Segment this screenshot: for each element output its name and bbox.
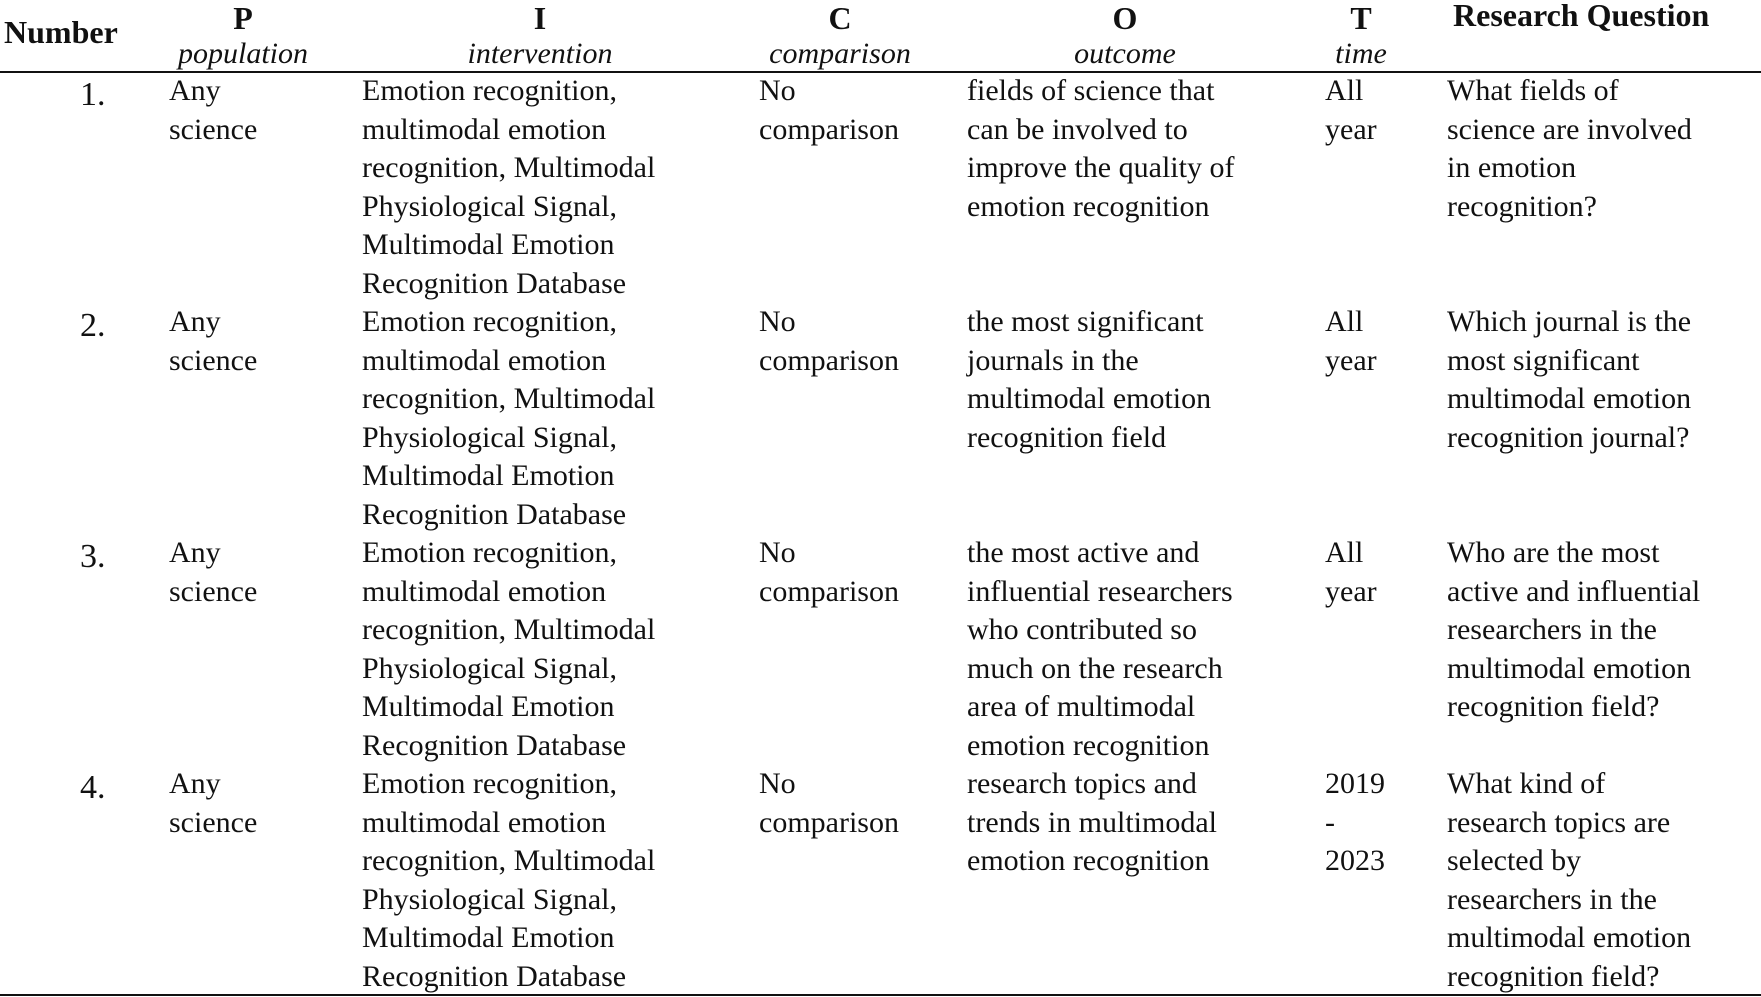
cell-line: Recognition Database (362, 266, 627, 300)
cell-line: science (169, 805, 258, 839)
cell-line: multimodal emotion (1447, 382, 1692, 416)
comparison-cell (759, 765, 899, 842)
cell-line: area of multimodal (967, 690, 1196, 724)
cell-line: science (169, 112, 258, 146)
cell-line: Physiological Signal, (362, 189, 617, 223)
cell-line: Physiological Signal, (362, 651, 617, 685)
question-cell (1447, 534, 1700, 727)
header-outcome (1040, 0, 1210, 72)
cell-line: Which journal is the (1447, 305, 1692, 338)
cell-line: No (759, 536, 796, 569)
time-cell (1325, 303, 1377, 380)
cell-line: most significant (1447, 343, 1640, 377)
header-p-letter: P (233, 0, 253, 36)
cell-line: All (1325, 536, 1364, 569)
header-time (1316, 0, 1406, 72)
cell-line: recognition, Multimodal (362, 151, 656, 185)
cell-line: emotion recognition (967, 844, 1210, 878)
time-cell (1325, 765, 1385, 881)
header-t-sub: time (1335, 37, 1387, 70)
cell-line: trends in multimodal (967, 805, 1217, 839)
header-c-letter: C (828, 0, 852, 36)
cell-line: Any (169, 767, 221, 800)
cell-line: Multimodal Emotion (362, 921, 615, 955)
comparison-cell (759, 303, 899, 380)
cell-line: much on the research (967, 651, 1223, 685)
intervention-cell (362, 72, 655, 304)
cell-line: year (1325, 574, 1377, 608)
cell-line: No (759, 74, 796, 107)
cell-line: science (169, 574, 258, 608)
cell-line: multimodal emotion (362, 343, 607, 377)
cell-line: who contributed so (967, 613, 1197, 647)
header-o-letter: O (1112, 0, 1138, 36)
cell-line: - (1325, 805, 1335, 839)
cell-line: in emotion (1447, 151, 1577, 185)
cell-line: comparison (759, 805, 899, 839)
cell-line: recognition? (1447, 189, 1597, 223)
cell-line: 2023 (1325, 844, 1385, 878)
cell-line: 2019 (1325, 767, 1385, 800)
comparison-cell (759, 534, 899, 611)
cell-line: the most significant (967, 305, 1204, 338)
bottom-rule (0, 994, 1761, 996)
cell-line: Any (169, 536, 221, 569)
cell-line: Physiological Signal, (362, 882, 617, 916)
cell-line: What fields of (1447, 74, 1619, 107)
header-o-sub: outcome (1074, 37, 1176, 70)
time-cell (1325, 534, 1377, 611)
cell-line: All (1325, 74, 1364, 107)
cell-line: All (1325, 305, 1364, 338)
cell-line: Emotion recognition, (362, 767, 617, 800)
cell-line: What kind of (1447, 767, 1606, 800)
intervention-cell (362, 303, 655, 535)
cell-line: can be involved to (967, 112, 1188, 146)
cell-line: Any (169, 305, 221, 338)
row-number: 1. (80, 76, 106, 113)
cell-line: the most active and (967, 536, 1200, 569)
header-i-sub: intervention (467, 37, 613, 70)
cell-line: Recognition Database (362, 497, 627, 531)
cell-line: Multimodal Emotion (362, 228, 615, 262)
row-number: 3. (80, 538, 106, 575)
row-number: 4. (80, 769, 106, 806)
cell-line: year (1325, 343, 1377, 377)
header-intervention (440, 0, 640, 72)
cell-line: science are involved (1447, 112, 1692, 146)
cell-line: emotion recognition (967, 189, 1210, 223)
cell-line: recognition field (967, 420, 1167, 454)
cell-line: comparison (759, 112, 899, 146)
cell-line: science (169, 343, 258, 377)
cell-line: improve the quality of (967, 151, 1235, 185)
time-cell (1325, 72, 1377, 149)
cell-line: Emotion recognition, (362, 74, 617, 107)
cell-line: comparison (759, 343, 899, 377)
cell-line: researchers in the (1447, 882, 1657, 916)
population-cell (169, 765, 257, 842)
cell-line: active and influential (1447, 574, 1701, 608)
cell-line: multimodal emotion (362, 574, 607, 608)
cell-line: multimodal emotion (1447, 651, 1692, 685)
cell-line: recognition, Multimodal (362, 613, 656, 647)
cell-line: year (1325, 112, 1377, 146)
cell-line: recognition field? (1447, 959, 1660, 993)
cell-line: influential researchers (967, 574, 1233, 608)
cell-line: fields of science that (967, 74, 1215, 107)
header-research-question: Research Question (1453, 0, 1710, 33)
cell-line: research topics and (967, 767, 1197, 800)
population-cell (169, 534, 257, 611)
cell-line: Multimodal Emotion (362, 459, 615, 493)
cell-line: multimodal emotion (1447, 921, 1692, 955)
cell-line: Physiological Signal, (362, 420, 617, 454)
header-comparison (750, 0, 930, 72)
header-t-letter: T (1350, 0, 1372, 36)
header-i-letter: I (533, 0, 547, 36)
header-p-sub: population (177, 37, 308, 70)
header-population (163, 0, 323, 72)
outcome-cell (967, 765, 1217, 881)
cell-line: researchers in the (1447, 613, 1657, 647)
header-number: Number (4, 14, 118, 50)
cell-line: Recognition Database (362, 728, 627, 762)
cell-line: recognition field? (1447, 690, 1660, 724)
outcome-cell (967, 72, 1234, 226)
cell-line: No (759, 305, 796, 338)
question-cell (1447, 765, 1691, 997)
cell-line: comparison (759, 574, 899, 608)
header-c-sub: comparison (769, 37, 911, 70)
cell-line: selected by (1447, 844, 1582, 878)
population-cell (169, 72, 257, 149)
cell-line: multimodal emotion (967, 382, 1212, 416)
cell-line: recognition, Multimodal (362, 382, 656, 416)
cell-line: recognition, Multimodal (362, 844, 656, 878)
intervention-cell (362, 534, 655, 766)
comparison-cell (759, 72, 899, 149)
cell-line: Emotion recognition, (362, 305, 617, 338)
question-cell (1447, 303, 1691, 457)
population-cell (169, 303, 257, 380)
cell-line: Who are the most (1447, 536, 1660, 569)
cell-line: Recognition Database (362, 959, 627, 993)
cell-line: journals in the (967, 343, 1139, 377)
cell-line: recognition journal? (1447, 420, 1690, 454)
outcome-cell (967, 303, 1211, 457)
outcome-cell (967, 534, 1233, 766)
cell-line: Any (169, 74, 221, 107)
cell-line: Multimodal Emotion (362, 690, 615, 724)
cell-line: multimodal emotion (362, 805, 607, 839)
cell-line: No (759, 767, 796, 800)
question-cell (1447, 72, 1692, 226)
cell-line: research topics are (1447, 805, 1671, 839)
cell-line: multimodal emotion (362, 112, 607, 146)
cell-line: emotion recognition (967, 728, 1210, 762)
intervention-cell (362, 765, 655, 997)
row-number: 2. (80, 307, 106, 344)
cell-line: Emotion recognition, (362, 536, 617, 569)
